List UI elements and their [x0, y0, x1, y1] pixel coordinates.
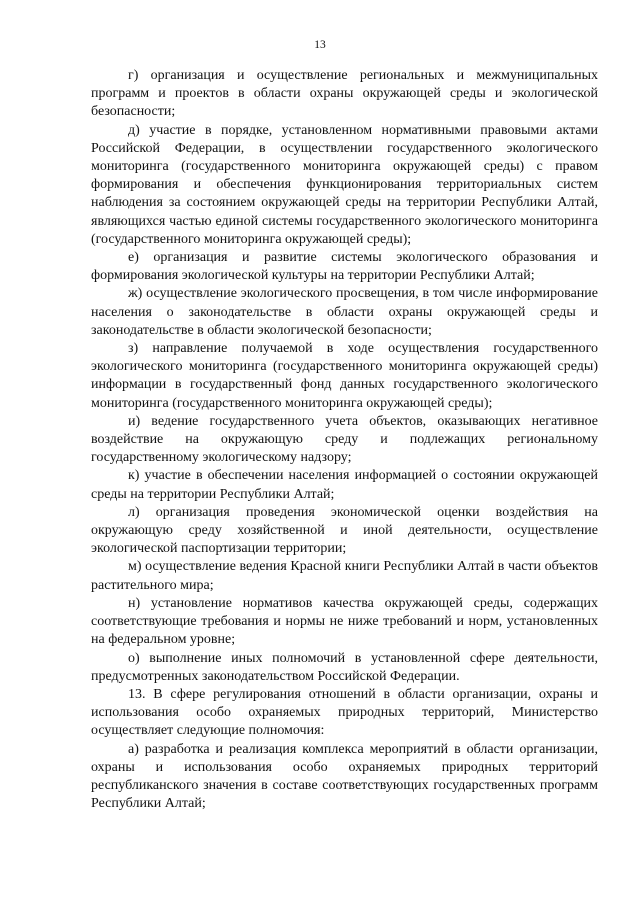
page-number: 13 — [314, 39, 326, 51]
paragraph-m: м) осуществление ведения Красной книги Республики Алтай в части объектов растительного мира; — [91, 559, 598, 593]
document-body — [91, 67, 598, 813]
paragraph-n: н) установление нормативов качества окружающей среды, содержащих соответствующие требования и нормы не ниже требований и норм, установленных на федеральном уровне; — [91, 595, 598, 648]
paragraph-zh: ж) осуществление экологического просвещения, в том числе информирование населения о законодательстве в области охраны окружающей среды и законодательстве в области экологической безопасности; — [91, 286, 598, 338]
paragraph-e: е) организация и развитие системы экологического образования и формирования экологической культуры на территории Республики Алтай; — [91, 250, 598, 284]
paragraph-d: д) участие в порядке, установленном нормативными правовыми актами Российской Федерации, в осуществлении государственного экологического мониторинга (государственного мониторинга окружающей среды) с правом формирования и обеспечения функционирования территориальных систем наблюдения за состоянием окружающей среды на территории Республики Алтай, являющихся частью единой системы государственного экологического мониторинга (государственного мониторинга окружающей среды); — [91, 122, 598, 247]
paragraph-k: к) участие в обеспечении населения информацией о состоянии окружающей среды на территории Республики Алтай; — [91, 468, 598, 502]
section-13-intro: 13. В сфере регулирования отношений в области организации, охраны и использования особо охраняемых природных территорий, Министерство осуществляет следующие полномочия: — [91, 686, 598, 739]
paragraph-g: г) организация и осуществление региональных и межмуниципальных программ и проектов в области охраны окружающей среды и экологической безопасности; — [91, 68, 598, 120]
paragraph-l: л) организация проведения экономической оценки воздействия на окружающую среду хозяйственной и иной деятельности, осуществление экологической паспортизации территории; — [91, 504, 598, 557]
paragraph-o: о) выполнение иных полномочий в установленной сфере деятельности, предусмотренных законодательством Российской Федерации. — [91, 650, 598, 684]
paragraph-i: и) ведение государственного учета объектов, оказывающих негативное воздействие на окружающую среду и подлежащих региональному государственному экологическому надзору; — [91, 413, 598, 466]
paragraph-z: з) направление получаемой в ходе осуществления государственного экологического мониторинга (государственного мониторинга окружающей среды) информации в государственный фонд данных государственного экологического мониторинга (государственного мониторинга окружающей среды); — [91, 341, 598, 411]
paragraph-a: а) разработка и реализация комплекса мероприятий в области организации, охраны и использования особо охраняемых природных территорий республиканского значения в составе соответствующих государственных программ Республики Алтай; — [91, 741, 598, 812]
